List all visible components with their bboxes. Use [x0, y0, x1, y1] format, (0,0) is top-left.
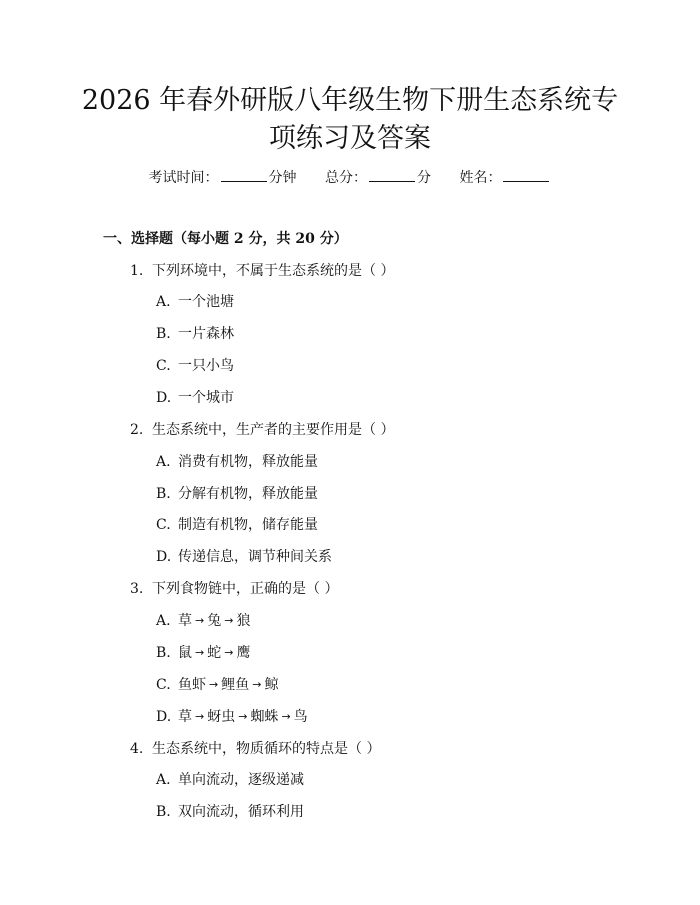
exam-info-row [0, 166, 700, 190]
organism: 鼠 [178, 645, 192, 661]
option-2d [156, 545, 332, 569]
arrow-icon: → [238, 710, 248, 723]
document-title-line-2: 项练习及答案 [269, 123, 431, 154]
option-2c [156, 513, 318, 537]
option-text: 制造有机物，储存能量 [178, 517, 318, 533]
organism: 蜘蛛 [250, 709, 279, 725]
food-chain [178, 645, 250, 661]
option-1c [156, 354, 234, 378]
option-letter: A. [156, 294, 171, 310]
arrow-icon: → [195, 614, 205, 627]
option-1d [156, 386, 234, 410]
food-chain [178, 613, 250, 629]
option-letter: D. [156, 390, 172, 406]
total-score-label: 总分： [325, 170, 367, 186]
option-letter: B. [156, 326, 171, 342]
arrow-icon: → [252, 678, 262, 691]
question-4 [130, 737, 380, 761]
food-chain [178, 709, 308, 725]
question-1 [130, 259, 394, 283]
student-name-label: 姓名： [459, 170, 502, 186]
option-2a [156, 450, 318, 474]
total-score-blank [369, 167, 415, 182]
arrow-icon: → [224, 614, 234, 627]
organism: 鸟 [293, 709, 308, 725]
organism: 鱼虾 [178, 677, 206, 693]
document-title-line-1: 2026 年春外研版八年级生物下册生态系统专 [81, 85, 619, 116]
question-3 [130, 577, 338, 601]
arrow-icon: → [209, 678, 219, 691]
arrow-icon: → [195, 646, 205, 659]
student-name-blank [503, 167, 549, 182]
exam-time-unit: 分钟 [268, 170, 297, 186]
option-letter: B. [156, 486, 171, 502]
option-letter: A. [156, 613, 171, 629]
option-letter: B. [156, 804, 171, 820]
option-text: 一个池塘 [178, 294, 234, 310]
option-letter: A. [156, 454, 171, 470]
option-letter: C. [156, 517, 171, 533]
question-text: 下列环境中，不属于生态系统的是（ ） [152, 263, 395, 279]
option-letter: B. [156, 645, 171, 661]
option-letter: D. [156, 709, 172, 725]
question-2 [130, 418, 394, 442]
organism: 草 [178, 709, 192, 725]
option-text: 消费有机物，释放能量 [178, 454, 318, 470]
organism: 鹰 [236, 645, 251, 661]
organism: 兔 [207, 613, 222, 629]
question-number: 4. [130, 741, 144, 757]
exam-time-field [149, 166, 297, 190]
student-name-field [459, 166, 551, 190]
food-chain [178, 677, 278, 693]
option-letter: D. [156, 549, 172, 565]
total-score-unit: 分 [417, 170, 431, 186]
organism: 蛇 [207, 645, 222, 661]
option-text: 分解有机物，释放能量 [178, 486, 318, 502]
option-text: 传递信息，调节种间关系 [178, 549, 332, 565]
option-text: 一个城市 [178, 390, 234, 406]
option-letter: C. [156, 358, 171, 374]
organism: 草 [178, 613, 192, 629]
total-score-field [325, 166, 431, 190]
option-letter: C. [156, 677, 171, 693]
arrow-icon: → [224, 646, 234, 659]
option-text: 单向流动，逐级递减 [178, 772, 304, 788]
option-4a [156, 768, 304, 792]
exam-time-blank [221, 167, 267, 182]
option-3c [156, 673, 278, 698]
exam-time-label: 考试时间： [148, 170, 219, 186]
organism: 蚜虫 [207, 709, 236, 725]
question-number: 2. [130, 422, 144, 438]
option-text: 双向流动，循环利用 [178, 804, 304, 820]
question-text: 生态系统中，生产者的主要作用是（ ） [152, 422, 395, 438]
organism: 鲸 [264, 677, 279, 693]
question-text: 下列食物链中，正确的是（ ） [152, 581, 339, 597]
arrow-icon: → [281, 710, 291, 723]
question-text: 生态系统中，物质循环的特点是（ ） [152, 741, 381, 757]
option-4b [156, 800, 304, 824]
question-number: 3. [130, 581, 144, 597]
organism: 狼 [236, 613, 251, 629]
option-letter: A. [156, 772, 171, 788]
arrow-icon: → [195, 710, 205, 723]
option-1a [156, 290, 234, 314]
section-heading: 一、选择题（每小题 2 分，共 20 分） [103, 231, 348, 247]
option-1b [156, 322, 234, 346]
option-3b [156, 641, 250, 666]
option-3a [156, 609, 250, 634]
option-3d [156, 705, 308, 730]
question-number: 1. [130, 263, 144, 279]
option-2b [156, 482, 318, 506]
option-text: 一片森林 [178, 326, 234, 342]
organism: 鲤鱼 [221, 677, 250, 693]
option-text: 一只小鸟 [178, 358, 234, 374]
